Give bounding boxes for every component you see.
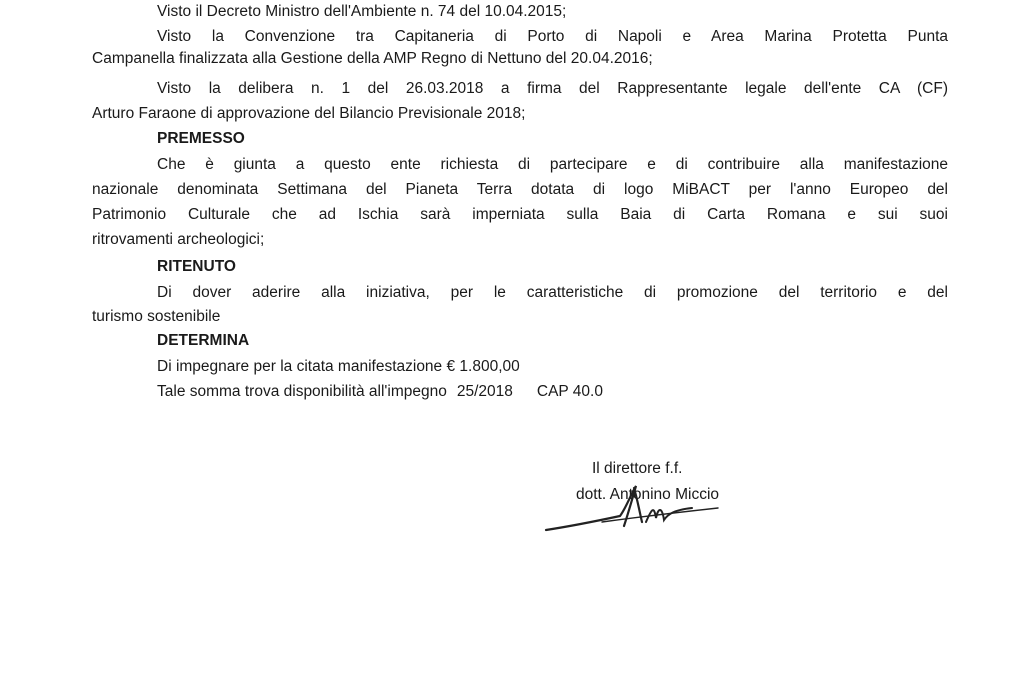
ritenuto-line1: Di dover aderire alla iniziativa, per le caratteristiche di promozione del territorio e del bbox=[157, 284, 948, 301]
visto-delibera-line1: Visto la delibera n. 1 del 26.03.2018 a firma del Rappresentante legale dell'ente CA (CF) bbox=[157, 80, 948, 97]
ritenuto-heading: RITENUTO bbox=[157, 258, 236, 275]
premesso-line1: Che è giunta a questo ente richiesta di partecipare e di contribuire alla manifestazione bbox=[157, 156, 948, 173]
determina-impegno-number: 25/2018 bbox=[456, 383, 513, 400]
determina-cap: CAP 40.0 bbox=[536, 383, 603, 400]
determina-heading: DETERMINA bbox=[157, 332, 250, 349]
handwritten-signature-icon bbox=[542, 478, 742, 538]
ritenuto-line2: turismo sostenibile bbox=[92, 308, 221, 325]
determina-line2 bbox=[157, 382, 603, 402]
visto-delibera-line2: Arturo Faraone di approvazione del Bilancio Previsionale 2018; bbox=[92, 105, 526, 122]
premesso-line3: Patrimonio Culturale che ad Ischia sarà imperniata sulla Baia di Carta Romana e sui suoi bbox=[92, 206, 948, 223]
signature-name: dott. Antonino Miccio bbox=[576, 486, 720, 503]
premesso-line4: ritrovamenti archeologici; bbox=[92, 231, 265, 248]
determina-disponibilita-label: Tale somma trova disponibilità all'impegno bbox=[157, 383, 447, 400]
visto-decreto: Visto il Decreto Ministro dell'Ambiente n. 74 del 10.04.2015; bbox=[157, 3, 567, 20]
signature-title: Il direttore f.f. bbox=[592, 460, 683, 477]
determina-line1: Di impegnare per la citata manifestazione € 1.800,00 bbox=[157, 358, 520, 375]
visto-convenzione-line1: Visto la Convenzione tra Capitaneria di Porto di Napoli e Area Marina Protetta Punta bbox=[157, 28, 948, 45]
visto-convenzione-line2: Campanella finalizzata alla Gestione della AMP Regno di Nettuno del 20.04.2016; bbox=[92, 50, 653, 67]
premesso-line2: nazionale denominata Settimana del Pianeta Terra dotata di logo MiBACT per l'anno Europeo del bbox=[92, 181, 948, 198]
premesso-heading: PREMESSO bbox=[157, 130, 245, 147]
